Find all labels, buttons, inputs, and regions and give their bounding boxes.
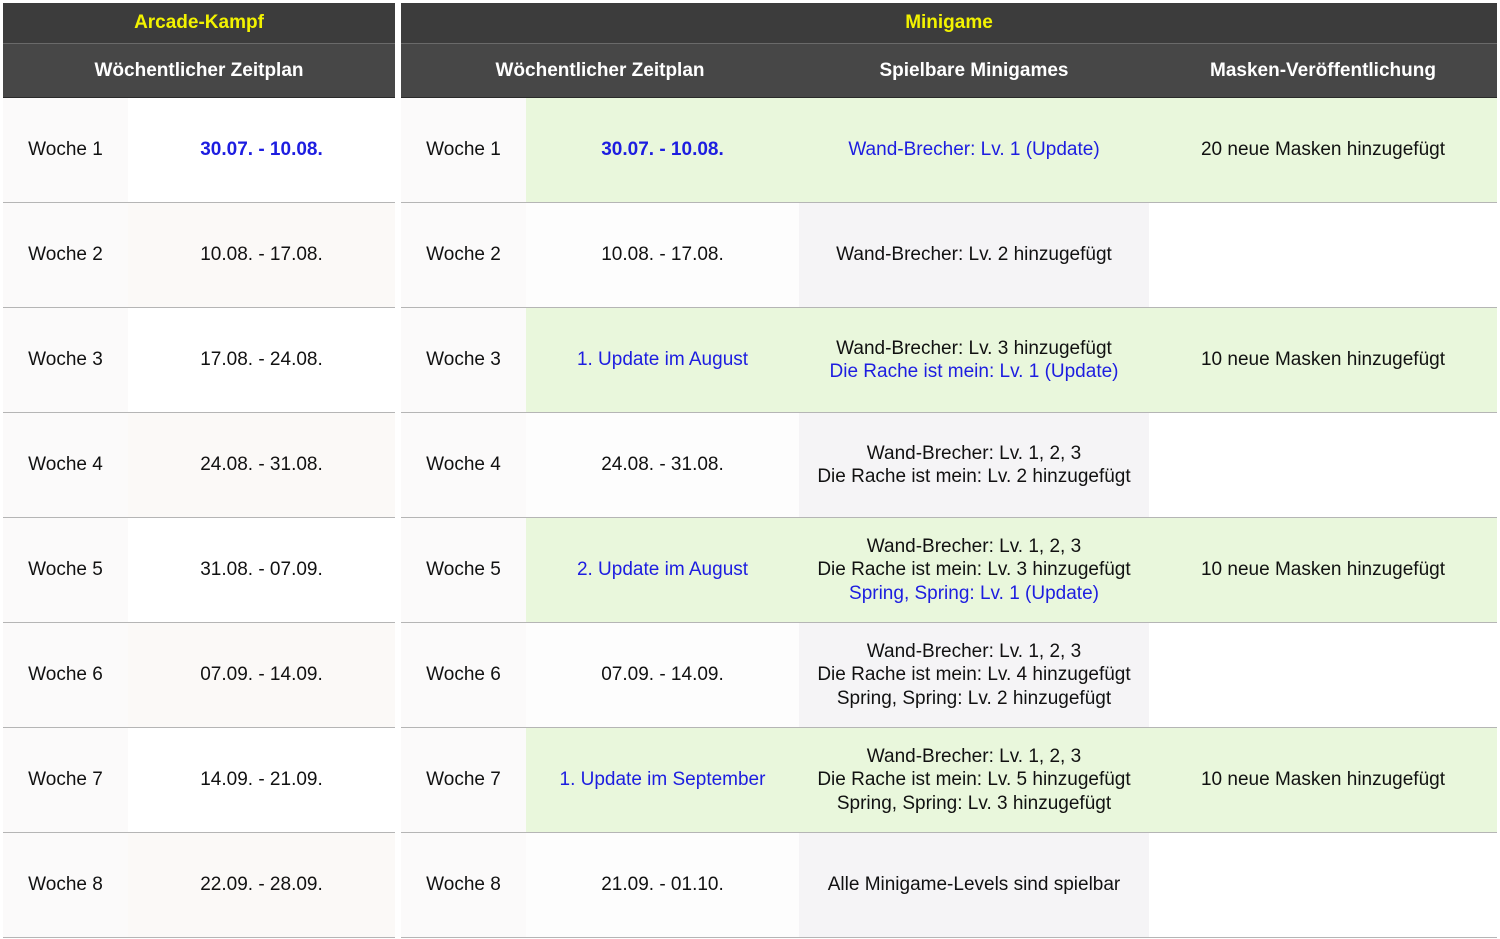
table-row (3, 728, 395, 833)
week-label: Woche 1 (401, 98, 526, 202)
week-label: Woche 4 (3, 413, 128, 517)
date-range: 30.07. - 10.08. (128, 98, 395, 202)
table-row (3, 308, 395, 413)
schedule-entry: 30.07. - 10.08. (526, 98, 799, 202)
table-row (3, 623, 395, 728)
week-label: Woche 8 (3, 833, 128, 937)
week-label: Woche 2 (3, 203, 128, 307)
game-line: Die Rache ist mein: Lv. 5 hinzugefügt (817, 769, 1131, 791)
week-label: Woche 1 (3, 98, 128, 202)
game-line: Wand-Brecher: Lv. 1, 2, 3 (866, 535, 1082, 557)
date-range: 24.08. - 31.08. (128, 413, 395, 517)
schedule-entry: 10.08. - 17.08. (526, 203, 799, 307)
table-row (401, 623, 1497, 728)
arcade-kampf-table (3, 3, 395, 938)
playable-games-cell (799, 623, 1149, 727)
schedule-entry: 07.09. - 14.09. (526, 623, 799, 727)
date-range: 10.08. - 17.08. (128, 203, 395, 307)
game-line: Die Rache ist mein: Lv. 1 (Update) (829, 361, 1119, 382)
game-line: Wand-Brecher: Lv. 1, 2, 3 (866, 745, 1082, 767)
mask-release-cell: 20 neue Masken hinzugefügt (1149, 98, 1497, 202)
mask-release-cell (1149, 623, 1497, 727)
playable-games-cell (799, 203, 1149, 307)
mask-release-cell (1149, 203, 1497, 307)
playable-games-cell (799, 308, 1149, 412)
week-label: Woche 2 (401, 203, 526, 307)
week-label: Woche 6 (401, 623, 526, 727)
game-line: Spring, Spring: Lv. 2 hinzugefügt (836, 687, 1112, 709)
table-row (3, 518, 395, 623)
game-line: Wand-Brecher: Lv. 1, 2, 3 (866, 442, 1082, 464)
game-line: Wand-Brecher: Lv. 1 (Update) (848, 139, 1100, 161)
schedule-entry: 1. Update im August (526, 308, 799, 412)
week-label: Woche 5 (401, 518, 526, 622)
mask-release-cell: 10 neue Masken hinzugefügt (1149, 518, 1497, 622)
date-range: 07.09. - 14.09. (128, 623, 395, 727)
playable-games-cell (799, 728, 1149, 832)
table-row (401, 833, 1497, 938)
arcade-title: Arcade-Kampf (3, 3, 395, 44)
table-row (401, 308, 1497, 413)
table-row (401, 98, 1497, 203)
mask-release-cell: 10 neue Masken hinzugefügt (1149, 308, 1497, 412)
game-line: Wand-Brecher: Lv. 2 hinzugefügt (836, 244, 1112, 266)
minigame-column-headers (401, 44, 1497, 98)
playable-games-cell (799, 518, 1149, 622)
arcade-column-header (3, 44, 395, 98)
table-row (3, 413, 395, 518)
playable-games-cell (799, 833, 1149, 937)
schedule-entry: 2. Update im August (526, 518, 799, 622)
game-line: Die Rache ist mein: Lv. 4 hinzugefügt (817, 664, 1131, 686)
table-row (401, 728, 1497, 833)
minigame-table-body (401, 98, 1497, 938)
mask-release-cell: 10 neue Masken hinzugefügt (1149, 728, 1497, 832)
minigame-schedule-header: Wöchentlicher Zeitplan (495, 59, 705, 81)
arcade-schedule-header: Wöchentlicher Zeitplan (94, 59, 304, 81)
game-line: Die Rache ist mein: Lv. 2 hinzugefügt (817, 466, 1131, 487)
mask-release-cell (1149, 833, 1497, 937)
table-row (3, 203, 395, 308)
schedule-entry: 24.08. - 31.08. (526, 413, 799, 517)
game-line: Spring, Spring: Lv. 3 hinzugefügt (836, 792, 1112, 814)
game-line: Spring, Spring: Lv. 1 (Update) (849, 582, 1099, 604)
schedule-entry: 1. Update im September (526, 728, 799, 832)
week-label: Woche 8 (401, 833, 526, 937)
week-label: Woche 3 (3, 308, 128, 412)
table-row (3, 98, 395, 203)
game-line: Wand-Brecher: Lv. 1, 2, 3 (866, 640, 1082, 662)
mask-release-cell (1149, 413, 1497, 517)
minigame-title: Minigame (401, 3, 1497, 44)
playable-games-cell (799, 413, 1149, 517)
game-line: Wand-Brecher: Lv. 3 hinzugefügt (836, 337, 1112, 359)
table-row (401, 203, 1497, 308)
date-range: 14.09. - 21.09. (128, 728, 395, 832)
table-row (401, 518, 1497, 623)
date-range: 17.08. - 24.08. (128, 308, 395, 412)
week-label: Woche 5 (3, 518, 128, 622)
game-line: Die Rache ist mein: Lv. 3 hinzugefügt (817, 559, 1131, 581)
week-label: Woche 7 (3, 728, 128, 832)
week-label: Woche 4 (401, 413, 526, 517)
schedule-entry: 21.09. - 01.10. (526, 833, 799, 937)
date-range: 31.08. - 07.09. (128, 518, 395, 622)
week-label: Woche 6 (3, 623, 128, 727)
week-label: Woche 3 (401, 308, 526, 412)
minigame-masks-header: Masken-Veröffentlichung (1210, 59, 1436, 81)
week-label: Woche 7 (401, 728, 526, 832)
date-range: 22.09. - 28.09. (128, 833, 395, 937)
minigame-table (401, 3, 1497, 938)
table-row (3, 833, 395, 938)
table-row (401, 413, 1497, 518)
playable-games-cell (799, 98, 1149, 202)
arcade-table-body (3, 98, 395, 938)
minigame-games-header: Spielbare Minigames (879, 59, 1069, 81)
game-line: Alle Minigame-Levels sind spielbar (827, 874, 1121, 896)
